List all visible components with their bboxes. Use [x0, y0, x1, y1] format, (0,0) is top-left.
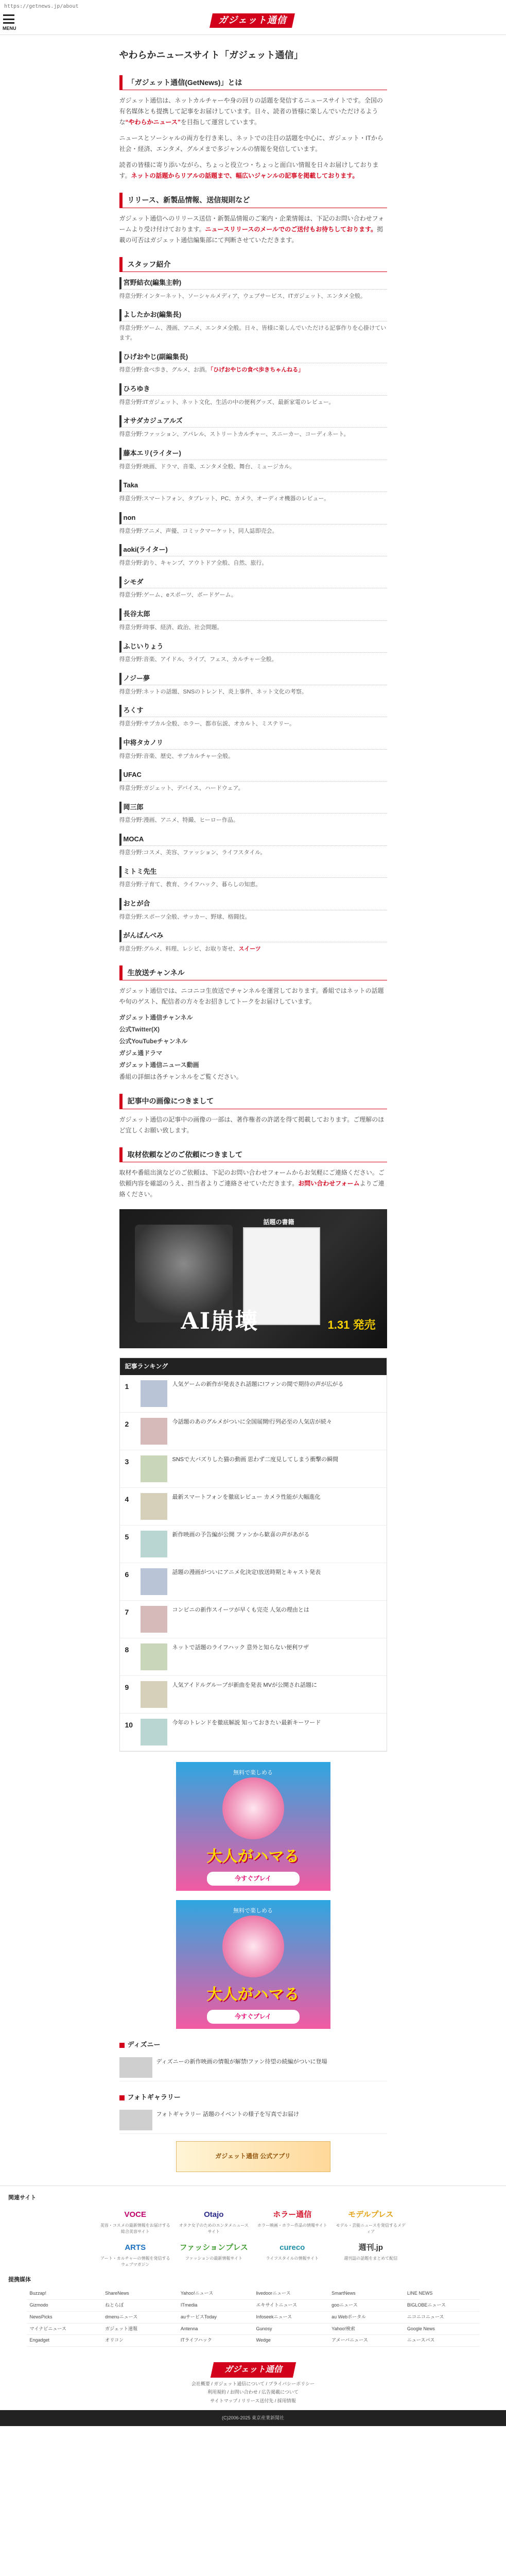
about-paragraph-2: ニュースとソーシャルの両方を行き来し、ネットでの注目の話題を中心に、ガジェット・ITから社会・経済、エンタメ、グルメまで多ジャンルの情報を発信しています。: [119, 134, 383, 152]
staff-name: aoki(ライター): [119, 544, 387, 556]
staff-detail-highlight: 「ひげおやじの食べ歩きちゃんねる」: [210, 367, 304, 374]
ad-copy: 大人がハマる: [206, 1986, 300, 2003]
staff-detail-text: 得意分野:音楽、アイドル、ライブ、フェス、カルチャー全般。: [119, 656, 277, 663]
staff-entry: [119, 608, 387, 632]
square-bullet-icon: [119, 2095, 125, 2100]
main-content: [119, 35, 387, 2172]
partner-media-link[interactable]: アメーバニュース: [328, 2335, 404, 2347]
staff-detail: [119, 944, 387, 954]
image-rules-paragraph: ガジェット通信の記事中の画像の一部は、著作権者の許諾を得て掲載しております。ご理解のほど宜しくお願い致します。: [119, 1115, 385, 1134]
staff-detail-text: 得意分野:食べ歩き、グルメ、お酒。: [119, 367, 211, 374]
related-site-desc: モデル・芸能ニュースを発信するメディア: [336, 2223, 406, 2234]
partner-media-link[interactable]: ITライフハック: [178, 2335, 253, 2347]
ranking-item[interactable]: [120, 1450, 387, 1488]
staff-detail-text: 得意分野:ゲーム、漫画、アニメ、エンタメ全般。日々、皆様に楽しんでいただける記事作りを心掛けています。: [119, 325, 387, 341]
staff-name: 中将タカノリ: [119, 737, 387, 750]
partner-media-link[interactable]: livedoorニュース: [253, 2288, 329, 2300]
partner-media-link[interactable]: Infoseekニュース: [253, 2312, 329, 2324]
ranking-item[interactable]: [120, 1413, 387, 1450]
ranking-number: 4: [125, 1495, 129, 1504]
staff-detail-text: 得意分野:音楽、歴史、サブカルチャー全般。: [119, 753, 234, 759]
hamburger-menu-icon[interactable]: [3, 14, 14, 24]
square-bullet-icon: [119, 2043, 125, 2048]
live-channel-link[interactable]: ガジェ通ドラマ: [119, 1049, 163, 1057]
staff-detail: [119, 880, 387, 890]
ranking-number: 2: [125, 1420, 129, 1429]
partner-media-link[interactable]: dmenuニュース: [102, 2312, 178, 2324]
ranking-number: 6: [125, 1570, 129, 1579]
staff-detail: [119, 912, 387, 922]
ad-character-image: [222, 1777, 284, 1839]
related-site[interactable]: [334, 2207, 408, 2235]
ranking-thumbnail: [141, 1418, 167, 1445]
related-site-desc: 週刊誌の話題をまとめて配信: [344, 2256, 398, 2261]
ranking-thumbnail: [141, 1493, 167, 1520]
book-promo-banner[interactable]: [119, 1209, 387, 1348]
staff-entry: [119, 737, 387, 761]
ranking-thumbnail: [141, 1568, 167, 1595]
menu-label[interactable]: MENU: [3, 26, 16, 31]
partner-media-link[interactable]: Engadget: [27, 2335, 102, 2347]
staff-name: MOCA: [119, 834, 387, 846]
partner-media-link[interactable]: NewsPicks: [27, 2312, 102, 2324]
partner-media-heading: 提携媒体: [8, 2277, 31, 2283]
partner-media-section: [0, 2268, 506, 2354]
partner-media-link[interactable]: auサービスToday: [178, 2312, 253, 2324]
staff-name: ろくす: [119, 705, 387, 717]
staff-detail: [119, 558, 387, 568]
footer-links-row-2[interactable]: 利用規約 / お問い合わせ / 広告掲載について: [207, 2389, 299, 2395]
ranking-number: 5: [125, 1533, 129, 1541]
staff-detail: [119, 324, 387, 343]
staff-name: Taka: [119, 480, 387, 492]
staff-detail-text: 得意分野:子育て、教育、ライフハック、暮らしの知恵。: [119, 882, 261, 888]
related-site-logo: ファッションプレス: [179, 2243, 248, 2252]
ranking-number: 8: [125, 1646, 129, 1654]
staff-detail: [119, 462, 387, 472]
related-site[interactable]: [177, 2240, 251, 2268]
footer-logo[interactable]: [210, 2362, 295, 2378]
related-site[interactable]: [99, 2240, 172, 2268]
partner-media-link[interactable]: Antenna: [178, 2324, 253, 2335]
ranking-item[interactable]: [120, 1375, 387, 1413]
staff-detail: [119, 655, 387, 665]
article-thumbnail: [119, 2110, 152, 2130]
ranking-number: 7: [125, 1608, 129, 1617]
related-site-desc: アート・カルチャーの情報を発信するウェブマガジン: [100, 2256, 170, 2267]
live-channel-link[interactable]: 公式Twitter(X): [119, 1026, 160, 1033]
ranking-title: 人気アイドルグループが新曲を発表 MVが公開され話題に: [172, 1682, 317, 1689]
staff-detail: [119, 292, 387, 301]
ranking-title: 人気ゲームの新作が発表され話題に!ファンの間で期待の声が広がる: [172, 1381, 344, 1388]
staff-detail-text: 得意分野:漫画、アニメ、特撮、ヒーロー作品。: [119, 817, 239, 824]
staff-detail: [119, 398, 387, 408]
disney-heading: ディズニー: [119, 2039, 387, 2051]
partner-media-link[interactable]: gooニュース: [328, 2300, 404, 2312]
staff-list: [119, 277, 387, 954]
ranking-number: 9: [125, 1683, 129, 1692]
staff-entry: [119, 802, 387, 825]
staff-detail: [119, 527, 387, 536]
related-site[interactable]: [177, 2207, 251, 2235]
about-paragraph-3: 読者の皆様に寄り添いながら、ちょっと役立つ・ちょっと面白い情報を日々お届けしております。ネットの話題からリアルの話題まで、幅広いジャンルの記事を掲載しております。: [119, 161, 379, 179]
staff-detail: [119, 687, 387, 697]
about-paragraph-1: ガジェット通信は、ネットカルチャーや身の回りの話題を発信するニュースサイトです。全国の有名媒体とも提携して記事をお届けしています。日々、読者の皆様に楽しんでいただけるような“やわらかニュース”を目指して運営しています。: [119, 97, 383, 126]
image-rules-heading: 記事中の画像につきまして: [119, 1094, 387, 1109]
staff-entry: [119, 415, 387, 439]
related-site[interactable]: [256, 2240, 329, 2268]
staff-name: ひろゆき: [119, 383, 387, 396]
page-title: やわらかニュースサイト「ガジェット通信」: [119, 50, 303, 60]
staff-entry: [119, 641, 387, 665]
staff-name: ノジー夢: [119, 673, 387, 685]
staff-entry: [119, 834, 387, 857]
ranking-thumbnail: [141, 1455, 167, 1482]
staff-name: UFAC: [119, 769, 387, 782]
staff-detail-text: 得意分野:サブカル全般、ホラー、都市伝説、オカルト、ミステリー。: [119, 721, 295, 727]
game-ad-2[interactable]: [176, 1900, 330, 2029]
live-channel-link[interactable]: ガジェット通信ニュース動画: [119, 1061, 199, 1069]
staff-name: 岡三郎: [119, 802, 387, 814]
partner-media-link[interactable]: au Webポータル: [328, 2312, 404, 2324]
partner-media-link[interactable]: Wedge: [253, 2335, 329, 2347]
ranking-item[interactable]: [120, 1601, 387, 1638]
staff-name: がんばんべみ: [119, 930, 387, 942]
game-ad-1[interactable]: [176, 1762, 330, 1891]
related-site-logo: モデルプレス: [348, 2210, 394, 2219]
staff-entry: [119, 277, 387, 301]
related-site[interactable]: [99, 2207, 172, 2235]
contact-form-link[interactable]: お問い合わせフォーム: [298, 1180, 360, 1188]
staff-entry: [119, 512, 387, 536]
partner-media-link[interactable]: LINE NEWS: [404, 2288, 480, 2300]
related-site-logo: cureco: [280, 2243, 305, 2252]
related-site-desc: ファッションの最新情報サイト: [185, 2256, 242, 2261]
partner-media-link[interactable]: オリコン: [102, 2335, 178, 2347]
photo-gallery-heading: フォトギャラリー: [119, 2092, 387, 2104]
staff-entry: [119, 769, 387, 793]
partner-media-link[interactable]: SmartNews: [328, 2288, 404, 2300]
ranking-title: コンビニの新作スイーツが早くも完売 人気の理由とは: [172, 1607, 309, 1614]
book-promo-title: AI崩壊: [181, 1308, 259, 1335]
site-logo-text: ガジェット通信: [218, 15, 287, 26]
related-site-logo: ホラー通信: [273, 2210, 312, 2219]
ranking-item[interactable]: [120, 1526, 387, 1563]
staff-detail-text: 得意分野:インターネット、ソーシャルメディア、ウェブサービス、ITガジェット、エンタメ全般。: [119, 293, 367, 299]
staff-detail: [119, 848, 387, 858]
ad-cta-button[interactable]: 今すぐプレイ: [207, 2010, 300, 2024]
release-paragraph: ガジェット通信へのリリース送信・新製品情報のご案内・企業情報は、下記のお問い合わせフォームより受け付けております。ニュースリリースのメールでのご送付もお待ちしております。掲載の可否はガジェット通信編集部にて判断させていただきます。: [119, 214, 385, 244]
related-site-logo: VOCE: [124, 2210, 146, 2219]
staff-entry: [119, 309, 387, 343]
related-site-desc: オタク女子のためのエンタメニュースサイト: [179, 2223, 249, 2234]
staff-name: non: [119, 512, 387, 524]
staff-detail: [119, 752, 387, 761]
ranking-title: 最新スマートフォンを徹底レビュー カメラ性能が大幅進化: [172, 1494, 321, 1501]
staff-name: 宮野結衣(編集主幹): [119, 277, 387, 290]
staff-detail-text: 得意分野:ネットの話題、SNSのトレンド、炎上事件、ネット文化の考察。: [119, 688, 307, 695]
ranking-heading: 記事ランキング: [120, 1358, 387, 1375]
partner-media-link[interactable]: ニュースパス: [404, 2335, 480, 2347]
staff-detail-text: 得意分野:グルメ、料理、レシピ、お取り寄せ、: [119, 946, 239, 953]
live-channel-paragraph: ガジェット通信では、ニコニコ生放送でチャンネルを運営しております。番組ではネットの話題や旬のゲスト、配信者の方々をお招きしてトークをお届けしています。: [119, 987, 384, 1006]
ranking-thumbnail: [141, 1719, 167, 1745]
staff-name: おとが合: [119, 898, 387, 910]
staff-name: ふじいりょう: [119, 641, 387, 653]
article-ranking: [119, 1358, 387, 1752]
related-site-desc: ホラー映画・ホラー作品の情報サイト: [257, 2223, 327, 2228]
staff-detail: [119, 816, 387, 825]
partner-media-link[interactable]: Gizmodo: [27, 2300, 102, 2312]
staff-entry: [119, 544, 387, 568]
footer-links-row-3[interactable]: サイトマップ / リリース送付先 / 採用情報: [210, 2398, 296, 2403]
related-site[interactable]: [256, 2207, 329, 2235]
staff-name: 長谷太郎: [119, 608, 387, 621]
book-promo-sign: 話題の書籍: [263, 1218, 294, 1226]
partner-media-link[interactable]: ShareNews: [102, 2288, 178, 2300]
staff-detail-text: 得意分野:スマートフォン、タブレット、PC、カメラ、オーディオ機器のレビュー。: [119, 496, 330, 502]
staff-entry: [119, 480, 387, 503]
site-logo[interactable]: [210, 13, 295, 28]
related-site-logo: Otajo: [204, 2210, 224, 2219]
ranking-item[interactable]: [120, 1488, 387, 1526]
ranking-title: ネットで話題のライフハック 意外と知らない便利ワザ: [172, 1645, 309, 1651]
article-thumbnail: [119, 2057, 152, 2078]
related-sites-section: [0, 2185, 506, 2268]
staff-entry: [119, 930, 387, 954]
ad-top-text: 無料で楽しめる: [233, 1908, 273, 1914]
staff-name: 藤本エリ(ライター): [119, 448, 387, 460]
ranking-item[interactable]: [120, 1638, 387, 1676]
staff-entry: [119, 673, 387, 697]
footer-links-row-1[interactable]: 会社概要 / ガジェット通信について / プライバシーポリシー: [191, 2381, 315, 2387]
related-site-desc: ライフスタイルの情報サイト: [266, 2256, 319, 2261]
staff-detail: [119, 494, 387, 504]
ad-character-image: [222, 1916, 284, 1977]
related-site-desc: 美容・コスメの最新情報をお届けする総合美容サイト: [100, 2223, 170, 2234]
staff-name: オサダカジュアルズ: [119, 415, 387, 428]
related-site-logo: 週刊.jp: [358, 2243, 383, 2252]
staff-entry: [119, 383, 387, 407]
ranking-number: 10: [125, 1721, 133, 1730]
live-channel-link[interactable]: ガジェット通信チャンネル: [119, 1014, 193, 1022]
partner-media-link[interactable]: Yahoo!検索: [328, 2324, 404, 2335]
ranking-title: 今年のトレンドを徹底解説 知っておきたい最新キーワード: [172, 1720, 321, 1726]
about-heading: 「ガジェット通信(GetNews)」とは: [119, 75, 387, 91]
partner-media-link[interactable]: Buzzap!: [27, 2288, 102, 2300]
partner-media-link[interactable]: BIGLOBEニュース: [404, 2300, 480, 2312]
live-channel-heading: 生放送チャンネル: [119, 965, 387, 981]
ranking-thumbnail: [141, 1531, 167, 1557]
staff-name: ミトミ先生: [119, 866, 387, 878]
ranking-thumbnail: [141, 1681, 167, 1708]
ranking-title: 話題の漫画がついにアニメ化決定!放送時期とキャスト発表: [172, 1569, 321, 1576]
staff-detail-text: 得意分野:コスメ、美容、ファッション、ライフスタイル。: [119, 849, 266, 856]
staff-detail: [119, 430, 387, 439]
related-sites-heading: 関連サイト: [8, 2194, 37, 2201]
ad-copy: 大人がハマる: [206, 1848, 300, 1865]
partner-media-link[interactable]: Gunosy: [253, 2324, 329, 2335]
staff-entry: [119, 577, 387, 600]
ranking-item[interactable]: [120, 1563, 387, 1601]
site-header: [0, 11, 506, 35]
ranking-thumbnail: [141, 1606, 167, 1633]
live-channel-links: [119, 1012, 387, 1071]
related-site[interactable]: [334, 2240, 408, 2268]
article-item[interactable]: [119, 2107, 387, 2134]
staff-detail: [119, 623, 387, 633]
staff-entry: [119, 898, 387, 922]
related-site-logo: ARTS: [125, 2243, 146, 2252]
live-channel-note: 番組の詳細は各チャンネルをご覧ください。: [119, 1073, 242, 1081]
release-heading: リリース、新製品情報、送信規則など: [119, 193, 387, 208]
staff-detail-text: 得意分野:ゲーム、eスポーツ、ボードゲーム。: [119, 592, 237, 599]
footer-logo-text: ガジェット通信: [224, 2365, 282, 2375]
staff-detail: [119, 719, 387, 729]
footer-links: [0, 2380, 506, 2405]
ranking-title: 今話題のあのグルメがついに全国展開!行列必至の人気店が続々: [172, 1419, 332, 1426]
staff-name: よしたかお(編集長): [119, 309, 387, 321]
staff-detail-text: 得意分野:ITガジェット、ネット文化、生活の中の便利グッズ、最新家電のレビュー。: [119, 399, 335, 405]
ranking-item[interactable]: [120, 1714, 387, 1751]
ranking-title: 新作映画の予告編が公開 ファンから歓喜の声があがる: [172, 1532, 310, 1538]
contact-heading: 取材依頼などのご依頼につきまして: [119, 1147, 387, 1163]
url-bar: https://getnews.jp/about: [4, 4, 79, 9]
staff-detail: [119, 590, 387, 600]
article-item[interactable]: [119, 2054, 387, 2081]
staff-entry: [119, 705, 387, 728]
ranking-number: 1: [125, 1382, 129, 1391]
staff-detail-text: 得意分野:ファッション、アパレル、ストリートカルチャー、スニーカー、コーディネート。: [119, 431, 350, 438]
staff-detail-text: 得意分野:映画、ドラマ、音楽、エンタメ全般、舞台、ミュージカル。: [119, 463, 295, 470]
staff-entry: [119, 866, 387, 890]
ranking-thumbnail: [141, 1643, 167, 1670]
partner-media-link[interactable]: エキサイトニュース: [253, 2300, 329, 2312]
live-channel-link[interactable]: 公式YouTubeチャンネル: [119, 1038, 188, 1045]
article-title: ディズニーの新作映画の情報が解禁!ファン待望の続編がついに登場: [156, 2059, 327, 2065]
partner-media-link[interactable]: Yahoo!ニュース: [178, 2288, 253, 2300]
partner-media-link[interactable]: Google News: [404, 2324, 480, 2335]
contact-paragraph: 取材や番組出演などのご依頼は、下記のお問い合わせフォームからお気軽にご連絡ください。ご依頼内容を確認のうえ、担当者よりご連絡させていただきます。お問い合わせフォームよりご連絡ください。: [119, 1169, 385, 1198]
staff-detail-text: 得意分野:時事、経済、政治、社会問題。: [119, 624, 223, 631]
copyright: (C)2006-2025 東京産業新聞社: [0, 2410, 506, 2427]
ad-cta-button[interactable]: 今すぐプレイ: [207, 1872, 300, 1886]
staff-name: シモダ: [119, 577, 387, 589]
staff-detail-text: 得意分野:ガジェット、デバイス、ハードウェア。: [119, 785, 244, 791]
ranking-number: 3: [125, 1458, 129, 1466]
staff-detail-highlight: スイーツ: [238, 946, 261, 953]
partner-media-link[interactable]: マイナビニュース: [27, 2324, 102, 2335]
ranking-item[interactable]: [120, 1676, 387, 1714]
staff-heading: スタッフ紹介: [119, 257, 387, 273]
app-banner[interactable]: ガジェット通信 公式アプリ: [176, 2141, 330, 2172]
book-promo-date: 1.31 発売: [327, 1318, 376, 1331]
staff-detail-text: 得意分野:アニメ、声優、コミックマーケット、同人誌即売会。: [119, 528, 278, 534]
partner-media-link[interactable]: ねとらぼ: [102, 2300, 178, 2312]
staff-entry: [119, 448, 387, 471]
staff-detail-text: 得意分野:釣り、キャンプ、アウトドア全般、自然、旅行。: [119, 560, 268, 566]
ranking-title: SNSで大バズりした猫の動画 思わず二度見してしまう衝撃の瞬間: [172, 1456, 339, 1463]
partner-media-link[interactable]: ガジェット速報: [102, 2324, 178, 2335]
partner-media-link[interactable]: ITmedia: [178, 2300, 253, 2312]
ranking-thumbnail: [141, 1380, 167, 1407]
partner-media-link[interactable]: ニコニコニュース: [404, 2312, 480, 2324]
ad-top-text: 無料で楽しめる: [233, 1770, 273, 1776]
staff-detail: [119, 784, 387, 793]
staff-detail-text: 得意分野:スポーツ全般、サッカー、野球、格闘技。: [119, 913, 251, 920]
staff-name: ひげおやじ(副編集長): [119, 351, 387, 364]
staff-entry: [119, 351, 387, 375]
staff-detail: [119, 365, 387, 375]
article-title: フォトギャラリー 話題のイベントの様子を写真でお届け: [156, 2111, 300, 2117]
